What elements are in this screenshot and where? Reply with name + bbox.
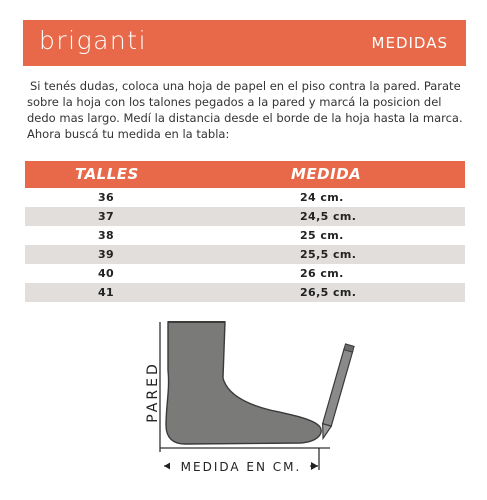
column-header-talles: TALLES xyxy=(75,165,139,183)
foot-icon xyxy=(166,322,321,444)
size-cell: 40 xyxy=(98,267,115,280)
pencil-icon xyxy=(319,344,354,440)
measure-cell: 25,5 cm. xyxy=(300,248,357,261)
size-cell: 41 xyxy=(98,286,115,299)
measure-label: MEDIDA EN CM. xyxy=(180,460,302,474)
measure-cell: 25 cm. xyxy=(300,229,344,242)
measure-cell: 24 cm. xyxy=(300,191,344,204)
column-header-medida: MEDIDA xyxy=(291,165,362,183)
size-cell: 37 xyxy=(98,210,115,223)
measure-cell: 24,5 cm. xyxy=(300,210,357,223)
measure-cell: 26 cm. xyxy=(300,267,344,280)
size-cell: 38 xyxy=(98,229,115,242)
size-cell: 36 xyxy=(98,191,115,204)
size-cell: 39 xyxy=(98,248,115,261)
section-title: MEDIDAS xyxy=(371,34,448,52)
instructions-text: Si tenés dudas, coloca una hoja de papel en el piso contra la pared. Parate sobre la hoja con los talones pegados a la pared y marcá la posicion del dedo mas largo. Medí la distancia desde el borde de la hoja hasta la marca. Ahora buscá tu medida en la tabla: xyxy=(27,79,463,141)
measure-cell: 26,5 cm. xyxy=(300,286,357,299)
wall-label: PARED xyxy=(145,361,161,423)
brand-logo: briganti xyxy=(39,26,148,55)
